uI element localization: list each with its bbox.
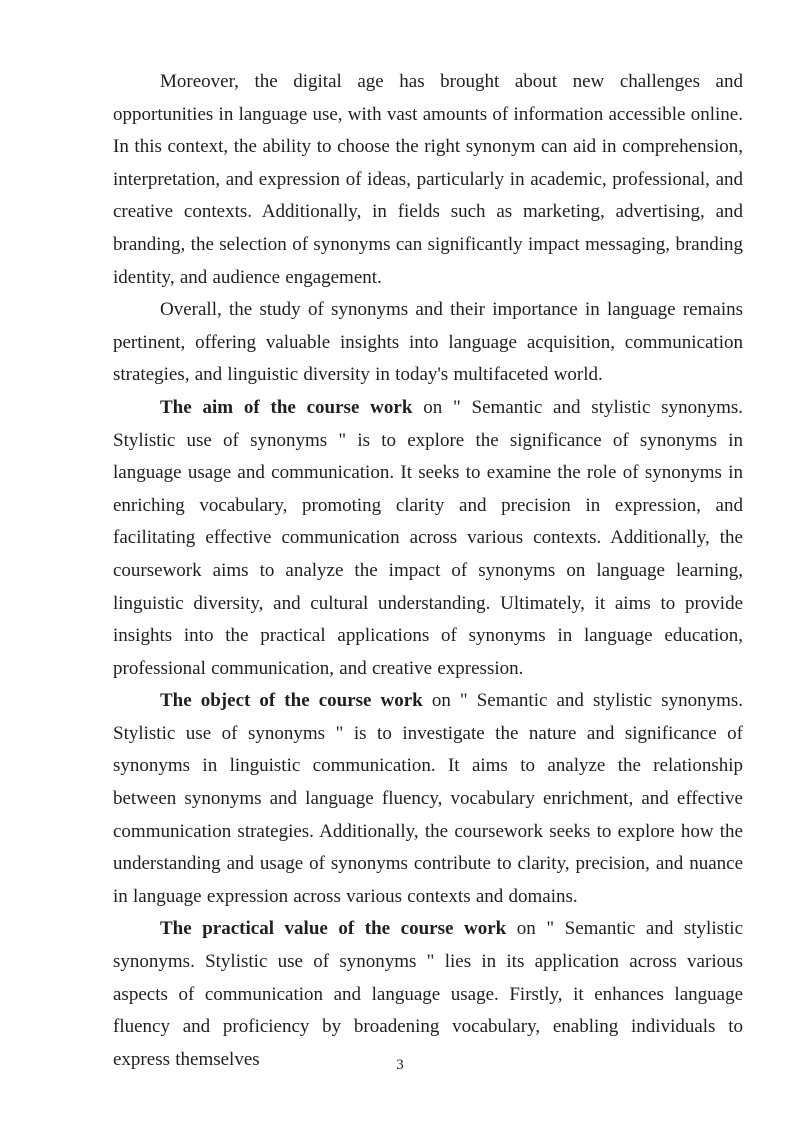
page-body bbox=[113, 66, 743, 1076]
paragraph-lead-bold: The aim of the course work bbox=[160, 396, 413, 418]
page-number: 3 bbox=[396, 1057, 404, 1073]
paragraph-text: on " Semantic and stylistic synonyms. Stylistic use of synonyms " is to explore the significance of synonyms in language usage and communication. It seeks to examine the role of synonyms in enriching vocabulary, promoting clarity and precision in expression, and facilitating effective communication across various contexts. Additionally, the coursework aims to analyze the impact of synonyms on language learning, linguistic diversity, and cultural understanding. Ultimately, it aims to provide insights into the practical applications of synonyms in language education, professional communication, and creative expression. bbox=[113, 396, 744, 679]
paragraph-digital-age bbox=[113, 66, 743, 294]
paragraph-aim bbox=[113, 392, 743, 685]
paragraph-text: Moreover, the digital age has brought about new challenges and opportunities in language use, with vast amounts of information accessible online. In this context, the ability to choose the right synonym can aid in comprehension, interpretation, and expression of ideas, particularly in academic, professional, and creative contexts. Additionally, in fields such as marketing, advertising, and branding, the selection of synonyms can significantly impact messaging, branding identity, and audience engagement. bbox=[113, 71, 743, 288]
paragraph-practical-value bbox=[113, 913, 743, 1076]
paragraph-lead-bold: The practical value of the course work bbox=[160, 918, 507, 940]
paragraph-text: Overall, the study of synonyms and their importance in language remains pertinent, offering valuable insights into language acquisition, communication strategies, and linguistic diversity in today's multifaceted world. bbox=[113, 299, 743, 386]
paragraph-text: on " Semantic and stylistic synonyms. Stylistic use of synonyms " lies in its application across various aspects of communication and language usage. Firstly, it enhances language fluency and proficiency by broadening vocabulary, enabling individuals to express themselves bbox=[113, 918, 744, 1070]
paragraph-text: on " Semantic and stylistic synonyms. Stylistic use of synonyms " is to investigate the nature and significance of synonyms in linguistic communication. It aims to analyze the relationship between synonyms and language fluency, vocabulary enrichment, and effective communication strategies. Additionally, the coursework seeks to explore how the understanding and usage of synonyms contribute to clarity, precision, and nuance in language expression across various contexts and domains. bbox=[113, 690, 743, 907]
paragraph-overall bbox=[113, 294, 743, 392]
page-footer bbox=[0, 1057, 800, 1074]
paragraph-object bbox=[113, 685, 743, 913]
paragraph-lead-bold: The object of the course work bbox=[160, 690, 423, 712]
